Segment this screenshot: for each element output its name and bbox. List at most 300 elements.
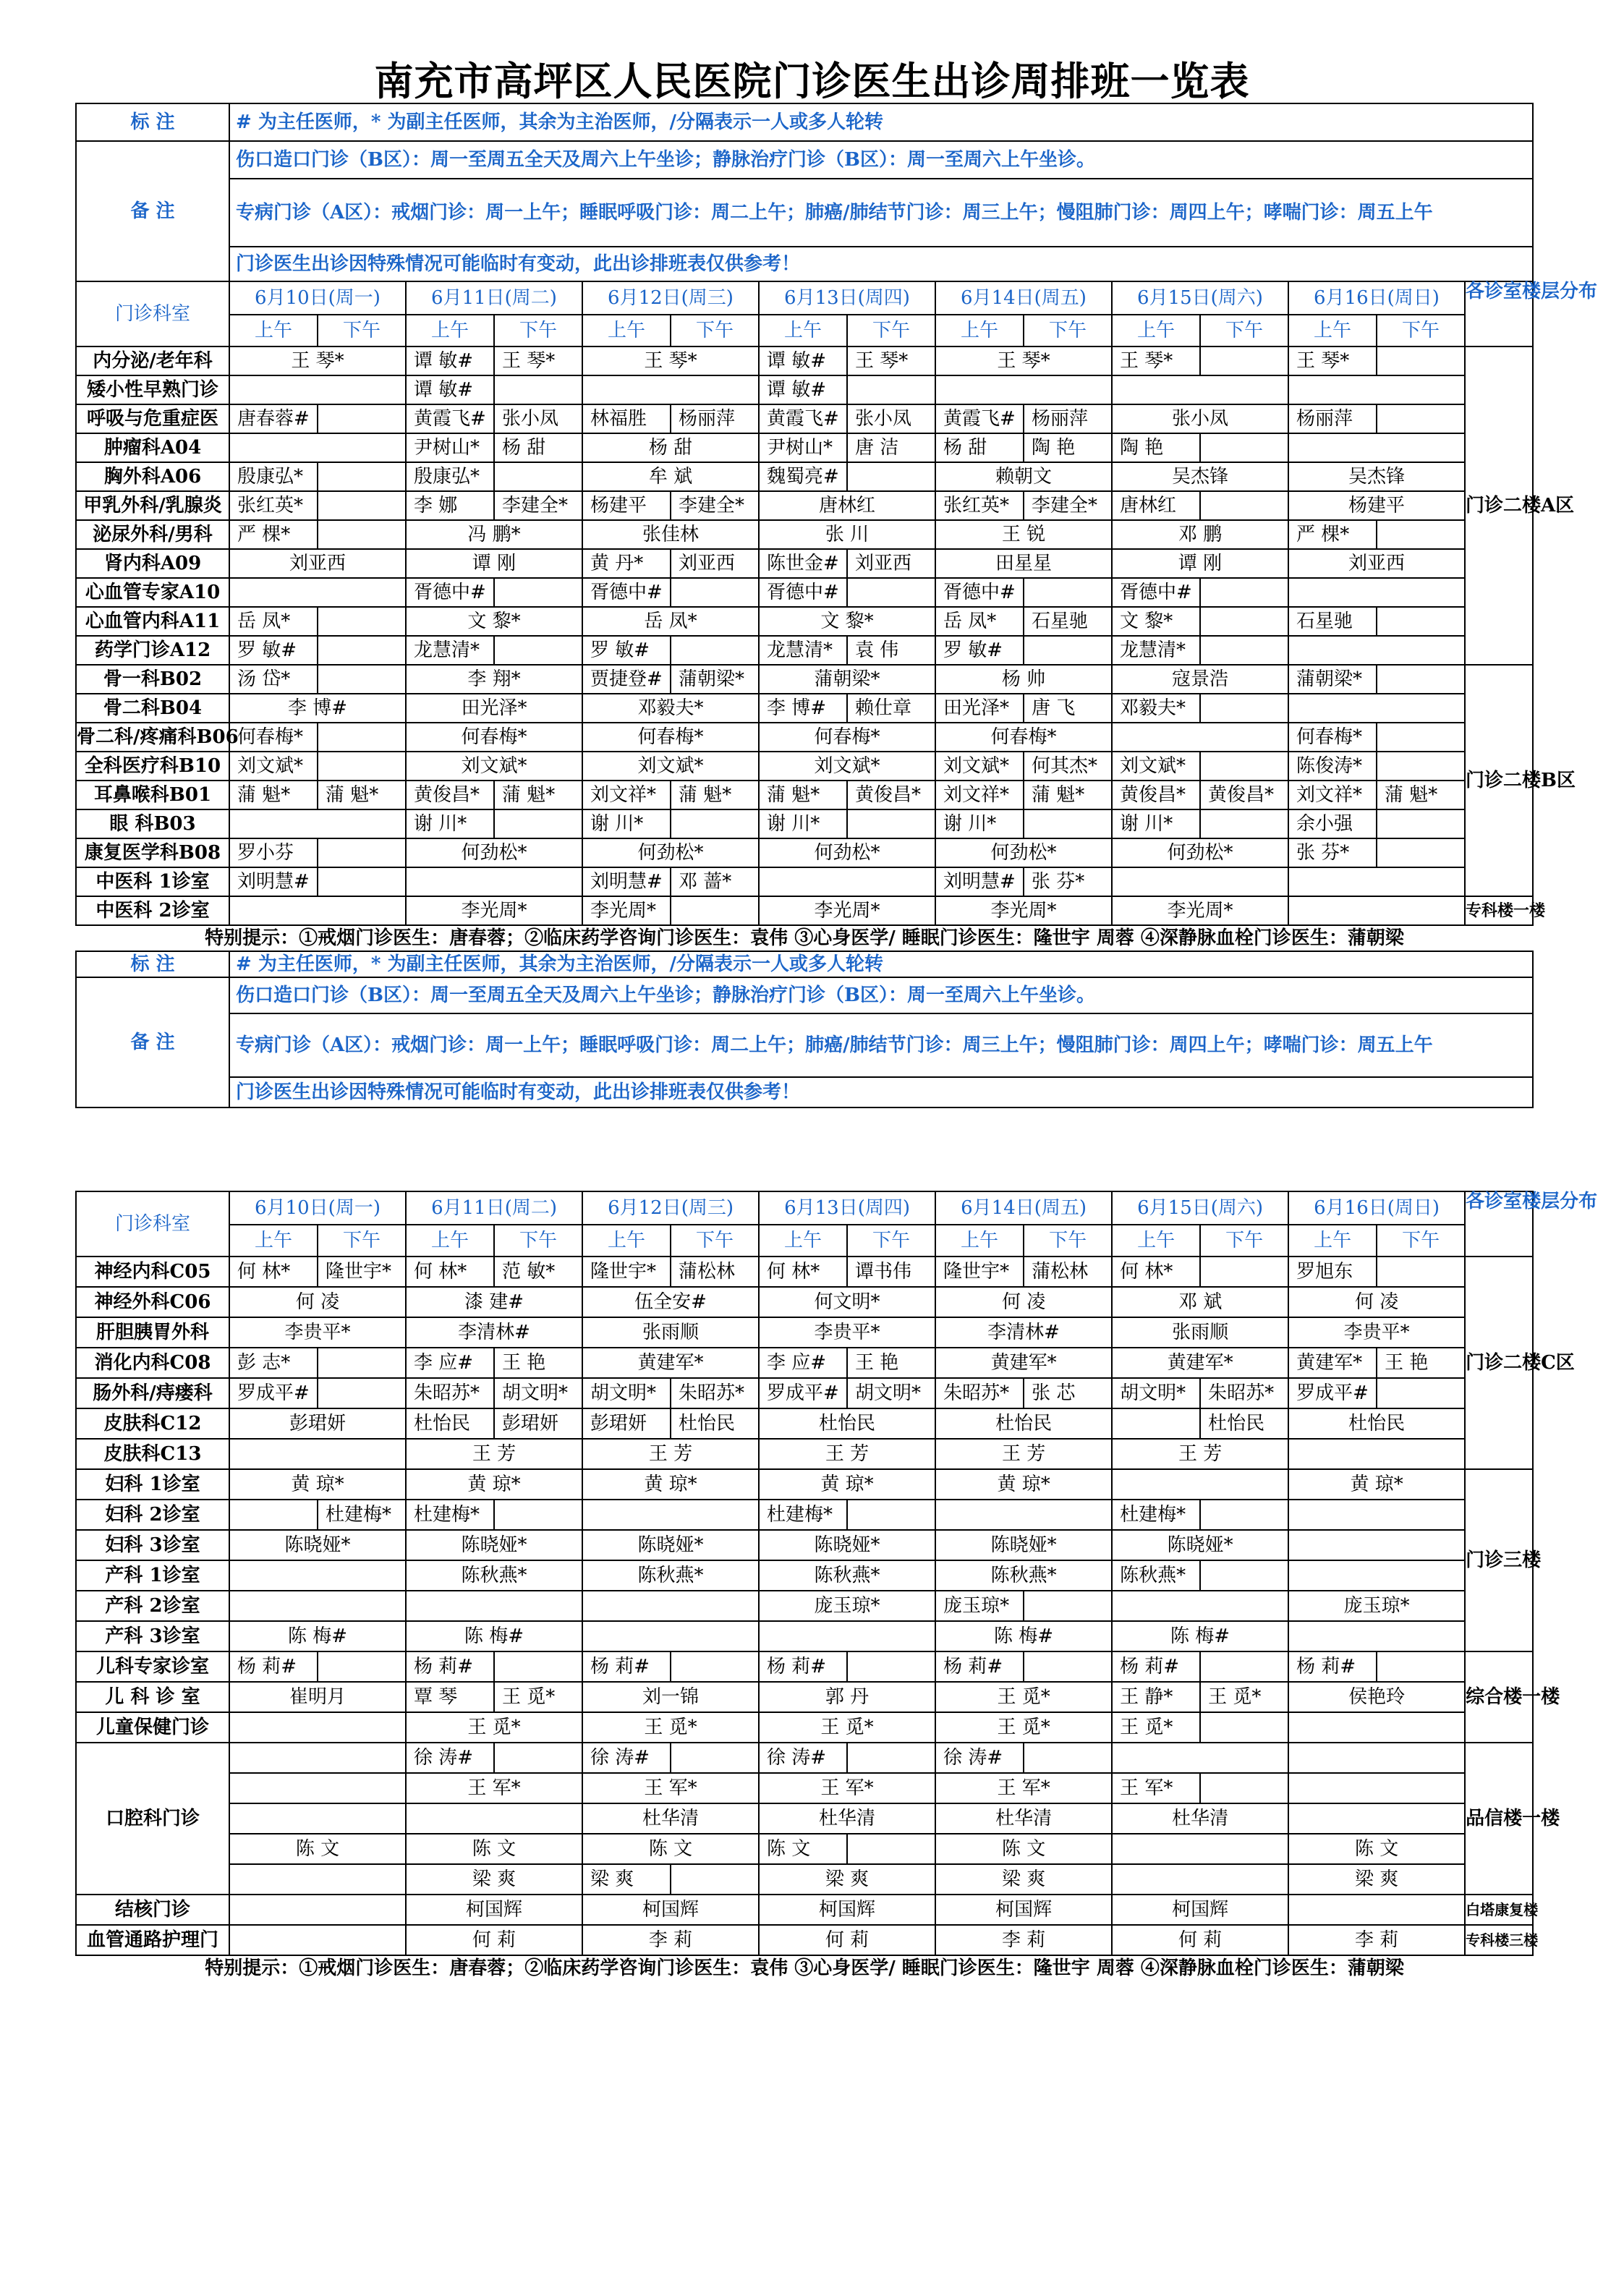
doctor-cell: 王 军* <box>406 1773 582 1803</box>
empty-cell <box>582 1621 759 1651</box>
dept-name: 皮肤科C12 <box>76 1408 229 1439</box>
doctor-cell: 柯国辉 <box>935 1895 1112 1925</box>
doctor-cell: 杜华清 <box>582 1803 759 1834</box>
doctor-cell: 李建全* <box>1024 491 1112 520</box>
doctor-cell: 杜怡民 <box>671 1408 759 1439</box>
empty-cell <box>671 896 759 925</box>
remark-label: 备 注 <box>76 141 229 281</box>
doctor-cell: 何 莉 <box>406 1925 582 1955</box>
doctor-cell: 徐 涛# <box>759 1743 847 1773</box>
doctor-cell: 李 博# <box>229 694 406 723</box>
mark-label: 标 注 <box>76 951 229 977</box>
floor-location: 门诊二楼A区 <box>1465 346 1533 665</box>
doctor-cell: 余小强 <box>1288 809 1377 838</box>
doctor-cell: 梁 爽 <box>582 1864 671 1895</box>
floor-location: 门诊二楼C区 <box>1465 1257 1533 1469</box>
dept-name: 泌尿外科/男科 <box>76 520 229 549</box>
empty-cell <box>1377 1651 1465 1682</box>
doctor-cell: 杜华清 <box>935 1803 1112 1834</box>
doctor-cell: 刘文斌* <box>759 752 935 781</box>
doctor-cell: 杨 莉# <box>1288 1651 1377 1682</box>
doctor-cell: 何 林* <box>759 1257 847 1287</box>
dept-name: 产科 3诊室 <box>76 1621 229 1651</box>
doctor-cell: 李 应# <box>406 1348 494 1378</box>
day-header: 6月16日(周日) <box>1288 281 1465 315</box>
doctor-cell: 袁 伟 <box>847 636 935 665</box>
doctor-cell: 王 军* <box>1112 1773 1200 1803</box>
table-row <box>76 1803 1533 1834</box>
doctor-cell: 李光周* <box>1112 896 1288 925</box>
doctor-cell: 杨建平 <box>1288 491 1465 520</box>
doctor-cell: 何劲松* <box>582 838 759 867</box>
day-header: 6月13日(周四) <box>759 281 935 315</box>
schedule-body-1 <box>76 346 1576 925</box>
empty-cell <box>1377 723 1465 752</box>
table-row <box>76 1591 1533 1621</box>
table-row <box>76 838 1533 867</box>
table-row <box>76 896 1533 925</box>
empty-cell <box>1377 346 1465 375</box>
doctor-cell: 黄俊昌* <box>1112 781 1200 809</box>
dept-name: 肾内科A09 <box>76 549 229 578</box>
doctor-cell: 蒲 魁* <box>671 781 759 809</box>
empty-cell <box>1024 809 1112 838</box>
empty-cell <box>1288 433 1465 462</box>
pm-header: 下午 <box>318 1225 406 1257</box>
doctor-cell: 蒲 魁* <box>1377 781 1465 809</box>
empty-cell <box>582 375 759 404</box>
empty-cell <box>318 491 406 520</box>
doctor-cell: 蒲 魁* <box>494 781 582 809</box>
empty-cell <box>671 578 759 607</box>
empty-cell <box>1200 1560 1288 1591</box>
am-header: 上午 <box>935 315 1024 346</box>
doctor-cell: 蒲朝梁* <box>671 665 759 694</box>
doctor-cell: 刘亚西 <box>1288 549 1465 578</box>
empty-cell <box>229 1591 406 1621</box>
doctor-cell: 杜华清 <box>759 1803 935 1834</box>
doctor-cell: 陈 梅# <box>935 1621 1112 1651</box>
empty-cell <box>318 752 406 781</box>
doctor-cell: 陈 梅# <box>229 1621 406 1651</box>
doctor-cell: 杨 甜 <box>935 433 1024 462</box>
empty-cell <box>318 838 406 867</box>
doctor-cell: 张 芬* <box>1288 838 1377 867</box>
doctor-cell: 黄 琼* <box>935 1469 1112 1500</box>
doctor-cell: 刘文斌* <box>229 752 318 781</box>
doctor-cell: 黄 琼* <box>582 1469 759 1500</box>
doctor-cell: 蒲朝梁* <box>759 665 935 694</box>
table-row <box>76 1682 1533 1712</box>
empty-cell <box>229 896 406 925</box>
am-header: 上午 <box>935 1225 1024 1257</box>
doctor-cell: 何劲松* <box>759 838 935 867</box>
empty-cell <box>847 578 935 607</box>
empty-cell <box>1024 636 1112 665</box>
dept-name: 产科 1诊室 <box>76 1560 229 1591</box>
empty-cell <box>318 404 406 433</box>
am-header: 上午 <box>582 315 671 346</box>
doctor-cell: 杜怡民 <box>935 1408 1112 1439</box>
doctor-cell: 杜建梅* <box>406 1500 494 1530</box>
doctor-cell: 梁 爽 <box>935 1864 1112 1895</box>
dept-name: 妇科 1诊室 <box>76 1469 229 1500</box>
doctor-cell: 李建全* <box>671 491 759 520</box>
empty-cell <box>229 1439 406 1469</box>
dept-name: 呼吸与危重症医 <box>76 404 229 433</box>
table-row <box>76 1469 1533 1500</box>
dept-name: 神经内科C05 <box>76 1257 229 1287</box>
doctor-cell: 陈俊涛* <box>1288 752 1377 781</box>
doctor-cell: 邓毅夫* <box>582 694 759 723</box>
empty-cell <box>494 809 582 838</box>
floor-location: 专科楼三楼 <box>1465 1925 1533 1955</box>
empty-cell <box>1288 1743 1465 1773</box>
empty-cell <box>229 1560 406 1591</box>
day-header: 6月14日(周五) <box>935 281 1112 315</box>
pm-header: 下午 <box>1377 315 1465 346</box>
remark-line-1: 伤口造口门诊（B区）：周一至周五全天及周六上午坐诊；静脉治疗门诊（B区）：周一至周六上午坐诊。 <box>229 141 1533 179</box>
dept-name: 结核门诊 <box>76 1895 229 1925</box>
empty-cell <box>318 665 406 694</box>
doctor-cell: 杜怡民 <box>759 1408 935 1439</box>
doctor-cell: 谭 敏# <box>406 346 494 375</box>
doctor-cell: 杨 甜 <box>494 433 582 462</box>
doctor-cell: 何春梅* <box>229 723 318 752</box>
doctor-cell: 陈 梅# <box>1112 1621 1288 1651</box>
pm-header: 下午 <box>847 315 935 346</box>
doctor-cell: 田星星 <box>935 549 1112 578</box>
doctor-cell: 王 军* <box>759 1773 935 1803</box>
doctor-cell: 刘明慧# <box>229 867 318 896</box>
doctor-cell: 谭 刚 <box>1112 549 1288 578</box>
empty-cell <box>759 867 935 896</box>
table-row <box>76 549 1533 578</box>
doctor-cell: 柯国辉 <box>582 1895 759 1925</box>
dept-name: 神经外科C06 <box>76 1287 229 1317</box>
empty-cell <box>229 1500 318 1530</box>
doctor-cell: 黄建军* <box>582 1348 759 1378</box>
dept-name: 药学门诊A12 <box>76 636 229 665</box>
doctor-cell: 胥德中# <box>935 578 1024 607</box>
table-row <box>76 809 1533 838</box>
empty-cell <box>1200 636 1288 665</box>
table-row <box>76 1773 1533 1803</box>
day-header: 6月14日(周五) <box>935 1191 1112 1225</box>
doctor-cell: 谭 敏# <box>759 346 847 375</box>
remark-line-3: 门诊医生出诊因特殊情况可能临时有变动，此出诊排班表仅供参考！ <box>229 247 1533 281</box>
day-header: 6月10日(周一) <box>229 1191 406 1225</box>
doctor-cell: 龙慧清* <box>1112 636 1200 665</box>
empty-cell <box>1288 1439 1465 1469</box>
dept-name: 中医科 2诊室 <box>76 896 229 925</box>
dept-name: 皮肤科C13 <box>76 1439 229 1469</box>
empty-cell <box>318 1348 406 1378</box>
empty-cell <box>1288 1803 1465 1834</box>
doctor-cell: 杨 帅 <box>935 665 1112 694</box>
doctor-cell: 覃 琴 <box>406 1682 494 1712</box>
doctor-cell: 黄建军* <box>935 1348 1112 1378</box>
doctor-cell: 陈晓娅* <box>759 1530 935 1560</box>
doctor-cell: 贾捷登# <box>582 665 671 694</box>
doctor-cell: 徐 涛# <box>935 1743 1024 1773</box>
doctor-cell: 刘文斌* <box>935 752 1024 781</box>
doctor-cell: 陈 文 <box>229 1834 406 1864</box>
table-row <box>76 694 1533 723</box>
day-header: 6月15日(周六) <box>1112 281 1288 315</box>
doctor-cell: 杜怡民 <box>406 1408 494 1439</box>
doctor-cell: 黄 琼* <box>229 1469 406 1500</box>
remark-line-1: 伤口造口门诊（B区）：周一至周五全天及周六上午坐诊；静脉治疗门诊（B区）：周一至周六上午坐诊。 <box>229 977 1533 1013</box>
day-header: 6月16日(周日) <box>1288 1191 1465 1225</box>
doctor-cell: 杜建梅* <box>318 1500 406 1530</box>
table-row <box>76 1560 1533 1591</box>
doctor-cell: 胡文明* <box>494 1378 582 1408</box>
doctor-cell: 何 林* <box>229 1257 318 1287</box>
doctor-cell: 罗 敏# <box>582 636 671 665</box>
doctor-cell: 王 静* <box>1112 1682 1200 1712</box>
doctor-cell: 李清林# <box>935 1317 1112 1348</box>
doctor-cell: 何春梅* <box>582 723 759 752</box>
table-row <box>76 752 1533 781</box>
empty-cell <box>671 636 759 665</box>
doctor-cell: 朱昭苏* <box>406 1378 494 1408</box>
am-header: 上午 <box>759 1225 847 1257</box>
dept-name: 儿科专家诊室 <box>76 1651 229 1682</box>
am-header: 上午 <box>1288 315 1377 346</box>
empty-cell <box>229 1773 406 1803</box>
doctor-cell: 田光泽* <box>406 694 582 723</box>
doctor-cell: 陈 文 <box>759 1834 847 1864</box>
doctor-cell: 徐 涛# <box>406 1743 494 1773</box>
doctor-cell: 刘明慧# <box>935 867 1024 896</box>
doctor-cell: 黄 丹* <box>582 549 671 578</box>
empty-cell <box>494 578 582 607</box>
doctor-cell: 王 芳 <box>582 1439 759 1469</box>
doctor-cell: 邓 蔷* <box>671 867 759 896</box>
empty-cell <box>494 1651 582 1682</box>
empty-cell <box>1288 896 1465 925</box>
empty-cell <box>1200 578 1288 607</box>
doctor-cell: 谭 敏# <box>406 375 494 404</box>
doctor-cell: 隆世宇* <box>935 1257 1024 1287</box>
doctor-cell: 何春梅* <box>1288 723 1377 752</box>
doctor-cell: 陈晓娅* <box>1112 1530 1288 1560</box>
doctor-cell: 陶 艳 <box>1112 433 1200 462</box>
mark-text: # 为主任医师，* 为副主任医师，其余为主治医师，/分隔表示一人或多人轮转 <box>229 951 1533 977</box>
table-row <box>76 1530 1533 1560</box>
day-header: 6月10日(周一) <box>229 281 406 315</box>
table-row <box>76 491 1533 520</box>
empty-cell <box>1112 867 1288 896</box>
doctor-cell: 罗小芬 <box>229 838 318 867</box>
doctor-cell: 张 芬* <box>1024 867 1112 896</box>
doctor-cell: 唐春蓉# <box>229 404 318 433</box>
empty-cell <box>847 375 935 404</box>
empty-cell <box>671 1651 759 1682</box>
doctor-cell: 何春梅* <box>759 723 935 752</box>
doctor-cell: 漆 建# <box>406 1287 582 1317</box>
doctor-cell: 刘明慧# <box>582 867 671 896</box>
doctor-cell: 王 芳 <box>406 1439 582 1469</box>
empty-cell <box>1200 491 1288 520</box>
doctor-cell: 谢 川* <box>759 809 847 838</box>
empty-cell <box>494 462 582 491</box>
table-row <box>76 346 1533 375</box>
empty-cell <box>494 1500 582 1530</box>
empty-cell <box>759 1621 935 1651</box>
empty-cell <box>1024 1651 1112 1682</box>
pm-header: 下午 <box>1377 1225 1465 1257</box>
table-row <box>76 375 1533 404</box>
empty-cell <box>1377 838 1465 867</box>
doctor-cell: 王 觅* <box>935 1682 1112 1712</box>
schedule-body-2 <box>76 1257 1575 1955</box>
empty-cell <box>1377 607 1465 636</box>
doctor-cell: 张 芯 <box>1024 1378 1112 1408</box>
doctor-cell: 尹树山* <box>406 433 494 462</box>
empty-cell <box>229 1803 406 1834</box>
empty-cell <box>671 1743 759 1773</box>
empty-cell <box>1112 1591 1288 1621</box>
doctor-cell: 吴杰锋 <box>1112 462 1288 491</box>
doctor-cell: 谭 刚 <box>406 549 582 578</box>
doctor-cell: 刘一锦 <box>582 1682 759 1712</box>
day-header: 6月11日(周二) <box>406 1191 582 1225</box>
dept-header: 门诊科室 <box>76 281 229 346</box>
doctor-cell: 罗 敏# <box>229 636 318 665</box>
doctor-cell: 龙慧清* <box>759 636 847 665</box>
doctor-cell: 何 林* <box>406 1257 494 1287</box>
doctor-cell: 王 觅* <box>406 1712 582 1743</box>
doctor-cell: 张 川 <box>759 520 935 549</box>
table-row <box>76 1864 1533 1895</box>
page-title: 南充市高坪区人民医院门诊医生出诊周排班一览表 <box>374 58 1250 104</box>
doctor-cell: 龙慧清* <box>406 636 494 665</box>
doctor-cell: 谢 川* <box>935 809 1024 838</box>
doctor-cell: 崔明月 <box>229 1682 406 1712</box>
empty-cell <box>1288 1500 1465 1530</box>
doctor-cell: 陈晓娅* <box>406 1530 582 1560</box>
day-header: 6月11日(周二) <box>406 281 582 315</box>
floor-location: 白塔康复楼 <box>1465 1895 1533 1925</box>
doctor-cell: 蒲 魁* <box>759 781 847 809</box>
doctor-cell: 王 觅* <box>1200 1682 1288 1712</box>
doctor-cell: 何 林* <box>1112 1257 1200 1287</box>
empty-cell <box>1200 1257 1288 1287</box>
empty-cell <box>847 1651 935 1682</box>
doctor-cell: 侯艳玲 <box>1288 1682 1465 1712</box>
table-row <box>76 636 1533 665</box>
empty-cell <box>1377 404 1465 433</box>
doctor-cell: 刘亚西 <box>671 549 759 578</box>
dept-name: 骨一科B02 <box>76 665 229 694</box>
doctor-cell: 杨 莉# <box>759 1651 847 1682</box>
doctor-cell: 王 琴* <box>1112 346 1200 375</box>
table-row <box>76 867 1533 896</box>
doctor-cell: 蒲 魁* <box>229 781 318 809</box>
doctor-cell: 王 觅* <box>759 1712 935 1743</box>
doctor-cell: 刘文祥* <box>1288 781 1377 809</box>
empty-cell <box>1200 1712 1288 1743</box>
table-row <box>76 1257 1533 1287</box>
doctor-cell: 黄俊昌* <box>1200 781 1288 809</box>
doctor-cell: 杨丽萍 <box>1288 404 1377 433</box>
doctor-cell: 刘亚西 <box>229 549 406 578</box>
empty-cell <box>229 433 406 462</box>
empty-cell <box>1377 809 1465 838</box>
empty-cell <box>1024 578 1112 607</box>
doctor-cell: 梁 爽 <box>1288 1864 1465 1895</box>
doctor-cell: 何文明* <box>759 1287 935 1317</box>
table-row <box>76 433 1533 462</box>
am-header: 上午 <box>406 1225 494 1257</box>
pm-header: 下午 <box>1024 1225 1112 1257</box>
empty-cell <box>1024 1591 1112 1621</box>
doctor-cell: 胥德中# <box>759 578 847 607</box>
table-row <box>76 578 1533 607</box>
dept-name: 儿 科 诊 室 <box>76 1682 229 1712</box>
empty-cell <box>1288 1621 1465 1651</box>
doctor-cell: 陈秋燕* <box>759 1560 935 1591</box>
doctor-cell: 杨 莉# <box>935 1651 1024 1682</box>
doctor-cell: 刘文祥* <box>935 781 1024 809</box>
doctor-cell: 陈秋燕* <box>582 1560 759 1591</box>
table-row <box>76 1500 1533 1530</box>
doctor-cell: 黄 琼* <box>1288 1469 1465 1500</box>
empty-cell <box>582 1500 759 1530</box>
doctor-cell: 谢 川* <box>406 809 494 838</box>
am-header: 上午 <box>759 315 847 346</box>
empty-cell <box>318 520 406 549</box>
doctor-cell: 杨 甜 <box>582 433 759 462</box>
doctor-cell: 柯国辉 <box>759 1895 935 1925</box>
empty-cell <box>1288 636 1465 665</box>
table-row <box>76 1925 1533 1955</box>
empty-cell <box>1200 1500 1288 1530</box>
empty-cell <box>318 462 406 491</box>
doctor-cell: 刘文斌* <box>406 752 582 781</box>
doctor-cell: 王 琴* <box>229 346 406 375</box>
empty-cell <box>494 1743 582 1773</box>
doctor-cell: 何 凌 <box>229 1287 406 1317</box>
doctor-cell: 黄俊昌* <box>406 781 494 809</box>
table-row <box>76 1895 1533 1925</box>
empty-cell <box>229 1712 406 1743</box>
doctor-cell: 殷康弘* <box>229 462 318 491</box>
doctor-cell: 王 琴* <box>847 346 935 375</box>
doctor-cell: 罗 敏# <box>935 636 1024 665</box>
doctor-cell: 严 棵* <box>1288 520 1377 549</box>
dept-name: 骨二科/疼痛科B06 <box>76 723 229 752</box>
empty-cell <box>229 809 406 838</box>
doctor-cell: 殷康弘* <box>406 462 494 491</box>
doctor-cell: 陈 文 <box>582 1834 759 1864</box>
doctor-cell: 何 莉 <box>1112 1925 1288 1955</box>
floor-header: 各诊室楼层分布 <box>1465 1191 1533 1257</box>
doctor-cell: 张小凤 <box>847 404 935 433</box>
doctor-cell: 唐林红 <box>759 491 935 520</box>
remark-line-3: 门诊医生出诊因特殊情况可能临时有变动，此出诊排班表仅供参考！ <box>229 1077 1533 1107</box>
doctor-cell: 王 芳 <box>935 1439 1112 1469</box>
table-row <box>76 1712 1533 1743</box>
dept-name: 矮小性早熟门诊 <box>76 375 229 404</box>
doctor-cell: 尹树山* <box>759 433 847 462</box>
table-row <box>76 520 1533 549</box>
empty-cell <box>1112 375 1288 404</box>
doctor-cell: 何 莉 <box>759 1925 935 1955</box>
mark-text: # 为主任医师，* 为副主任医师，其余为主治医师，/分隔表示一人或多人轮转 <box>229 103 1533 141</box>
